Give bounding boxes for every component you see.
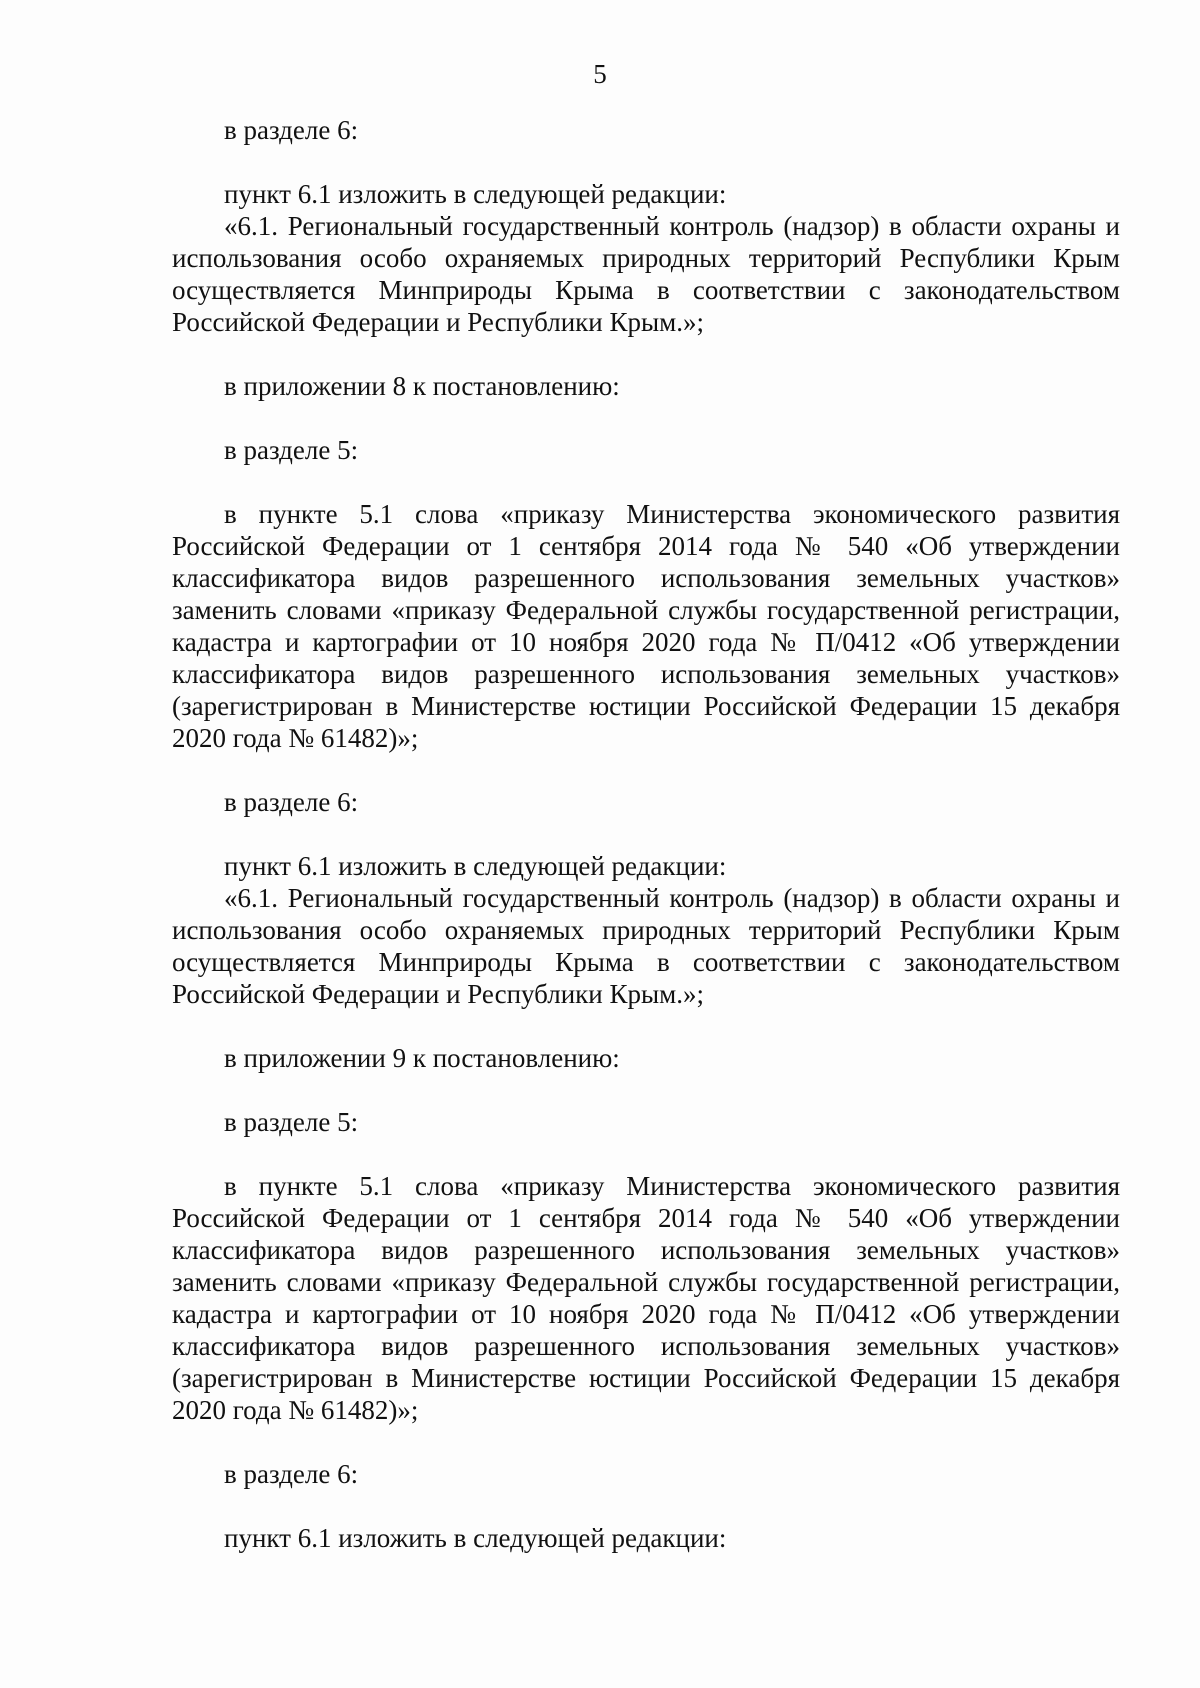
paragraph-appendix-8: в приложении 8 к постановлению:: [224, 371, 620, 401]
paragraph-appendix-9: в приложении 9 к постановлению:: [224, 1043, 620, 1073]
paragraph-gap: [172, 754, 1120, 786]
paragraph-gap: [172, 402, 1120, 434]
paragraph-section-5-heading: в разделе 5:: [224, 435, 359, 465]
paragraph-gap: [172, 466, 1120, 498]
paragraph-new-6-1-text: «6.1. Региональный государственный контроль (надзор) в области охраны и использования особо охраняемых природных территорий Республики Крым осуществляется Минприроды Крыма в соответствии с законодательством Российской Федерации и Республики Крым.»;: [172, 883, 1120, 1009]
paragraph-section-6-heading: в разделе 6:: [224, 1459, 359, 1489]
paragraph-new-6-1-text: «6.1. Региональный государственный контроль (надзор) в области охраны и использования особо охраняемых природных территорий Республики Крым осуществляется Минприроды Крыма в соответствии с законодательством Российской Федерации и Республики Крым.»;: [172, 211, 1120, 337]
paragraph-gap: [172, 1138, 1120, 1170]
paragraph-section-5-heading: в разделе 5:: [224, 1107, 359, 1137]
paragraph-section-6-heading: в разделе 6:: [224, 787, 359, 817]
paragraph-gap: [172, 1426, 1120, 1458]
document-body: [172, 114, 1120, 1554]
paragraph-gap: [172, 1490, 1120, 1522]
paragraph-amend-6-1: пункт 6.1 изложить в следующей редакции:: [224, 179, 727, 209]
paragraph-gap: [172, 818, 1120, 850]
page-number: 5: [593, 59, 607, 89]
paragraph-point-5-1-amendment: в пункте 5.1 слова «приказу Министерства экономического развития Российской Федерации от 1 сентября 2014 года № 540 «Об утверждении классификатора видов разрешенного использования земельных участков» заменить словами «приказу Федеральной службы государственной регистрации, кадастра и картографии от 10 ноября 2020 года № П/0412 «Об утверждении классификатора видов разрешенного использования земельных участков» (зарегистрирован в Министерстве юстиции Российской Федерации 15 декабря 2020 года № 61482)»;: [172, 499, 1120, 753]
paragraph-gap: [172, 1074, 1120, 1106]
paragraph-point-5-1-amendment: в пункте 5.1 слова «приказу Министерства экономического развития Российской Федерации от 1 сентября 2014 года № 540 «Об утверждении классификатора видов разрешенного использования земельных участков» заменить словами «приказу Федеральной службы государственной регистрации, кадастра и картографии от 10 ноября 2020 года № П/0412 «Об утверждении классификатора видов разрешенного использования земельных участков» (зарегистрирован в Министерстве юстиции Российской Федерации 15 декабря 2020 года № 61482)»;: [172, 1171, 1120, 1425]
paragraph-amend-6-1: пункт 6.1 изложить в следующей редакции:: [224, 1523, 727, 1553]
paragraph-gap: [172, 1010, 1120, 1042]
paragraph-amend-6-1: пункт 6.1 изложить в следующей редакции:: [224, 851, 727, 881]
paragraph-gap: [172, 146, 1120, 178]
paragraph-section-6-heading: в разделе 6:: [224, 115, 359, 145]
paragraph-gap: [172, 338, 1120, 370]
